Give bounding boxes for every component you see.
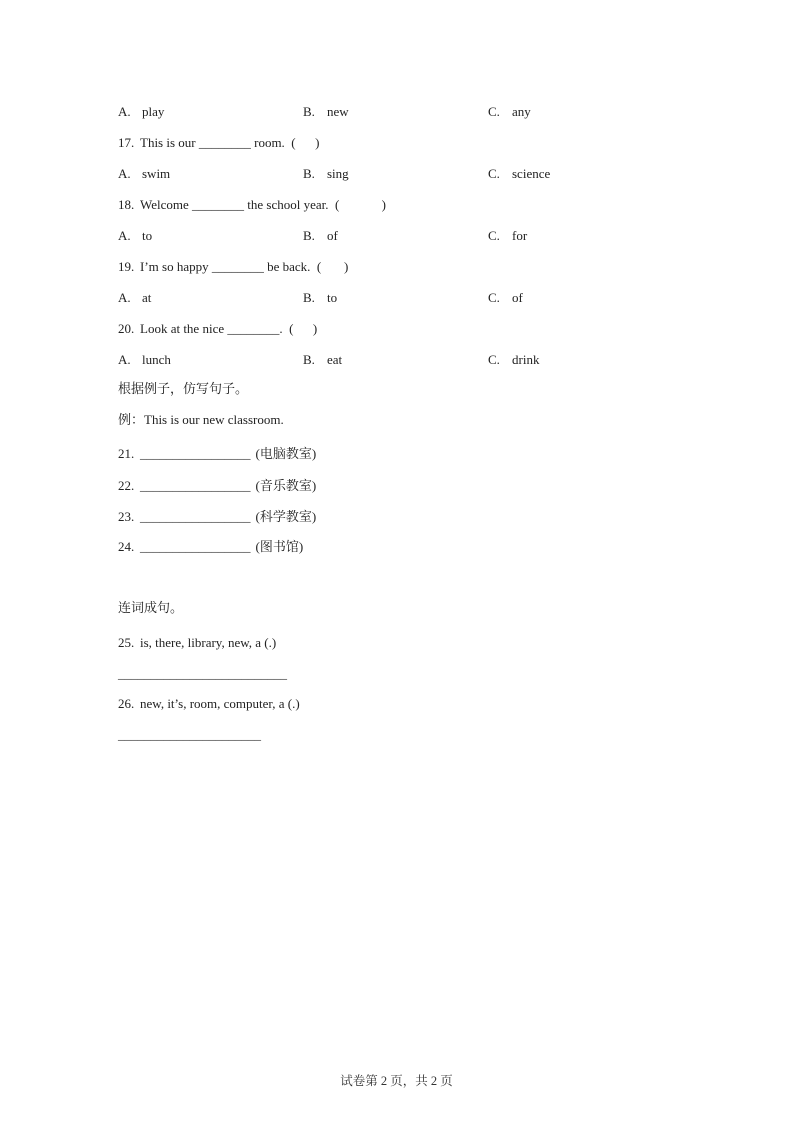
question-line-20 xyxy=(118,320,317,337)
question-number: 17. xyxy=(118,135,135,150)
answer-line-26 xyxy=(118,726,261,743)
option-label: C. xyxy=(488,352,500,367)
option-20-c xyxy=(488,351,539,368)
option-row-20 xyxy=(118,351,539,368)
option-text: to xyxy=(142,228,153,243)
option-19-a xyxy=(118,289,303,306)
page-footer xyxy=(0,1073,793,1090)
question-number: 19. xyxy=(118,259,135,274)
instruction-text: 连词成句。 xyxy=(118,600,184,615)
option-text: sing xyxy=(327,166,349,181)
fill-blank-line-21 xyxy=(118,445,316,462)
section-instruction-rewrite xyxy=(118,380,248,397)
option-label: B. xyxy=(303,104,315,119)
question-line-26 xyxy=(118,695,300,712)
option-label: B. xyxy=(303,352,315,367)
option-20-a xyxy=(118,351,303,368)
option-label: B. xyxy=(303,166,315,181)
option-label: C. xyxy=(488,166,500,181)
option-label: B. xyxy=(303,290,315,305)
chinese-hint: (科学教室) xyxy=(255,509,317,524)
question-text: new, it’s, room, computer, a (.) xyxy=(140,696,300,711)
option-text: of xyxy=(512,290,523,305)
instruction-text: 根据例子，仿写句子。 xyxy=(118,381,249,396)
option-text: swim xyxy=(142,166,171,181)
option-17-c xyxy=(488,165,550,182)
option-text: play xyxy=(142,104,165,119)
answer-blank: _________________ xyxy=(140,478,251,493)
question-text: Look at the nice ________. ( ) xyxy=(140,321,318,336)
option-row-19 xyxy=(118,289,523,306)
option-17-a xyxy=(118,165,303,182)
option-text: lunch xyxy=(142,352,171,367)
chinese-hint: (电脑教室) xyxy=(255,446,317,461)
option-text: science xyxy=(512,166,551,181)
answer-blank: _________________ xyxy=(140,509,251,524)
question-number: 25. xyxy=(118,635,135,650)
option-label: A. xyxy=(118,166,131,181)
option-row-16 xyxy=(118,103,531,120)
question-number: 20. xyxy=(118,321,135,336)
question-number: 21. xyxy=(118,446,135,461)
chinese-hint: (音乐教室) xyxy=(255,478,317,493)
option-16-a xyxy=(118,103,303,120)
option-17-b xyxy=(303,165,488,182)
option-text: any xyxy=(512,104,531,119)
question-line-18 xyxy=(118,196,386,213)
option-18-a xyxy=(118,227,303,244)
question-text: This is our ________ room. ( ) xyxy=(140,135,320,150)
question-number: 23. xyxy=(118,509,135,524)
option-16-b xyxy=(303,103,488,120)
option-text: of xyxy=(327,228,338,243)
option-label: B. xyxy=(303,228,315,243)
question-line-25 xyxy=(118,634,276,651)
question-line-19 xyxy=(118,258,348,275)
option-20-b xyxy=(303,351,488,368)
answer-line-rule: __________________________ xyxy=(118,666,287,681)
answer-line-rule: ______________________ xyxy=(118,727,261,742)
option-text: to xyxy=(327,290,338,305)
option-label: A. xyxy=(118,228,131,243)
section-instruction-unscramble xyxy=(118,599,183,616)
answer-blank: _________________ xyxy=(140,539,251,554)
question-text: Welcome ________ the school year. ( ) xyxy=(140,197,386,212)
answer-line-25 xyxy=(118,665,287,682)
example-text: 例：This is our new classroom. xyxy=(118,412,284,427)
example-line xyxy=(118,411,284,428)
question-line-17 xyxy=(118,134,319,151)
option-row-17 xyxy=(118,165,550,182)
option-text: drink xyxy=(512,352,540,367)
option-label: C. xyxy=(488,104,500,119)
question-number: 22. xyxy=(118,478,135,493)
question-number: 26. xyxy=(118,696,135,711)
option-text: for xyxy=(512,228,528,243)
answer-blank: _________________ xyxy=(140,446,251,461)
option-label: A. xyxy=(118,104,131,119)
option-18-c xyxy=(488,227,527,244)
question-text: is, there, library, new, a (.) xyxy=(140,635,277,650)
fill-blank-line-22 xyxy=(118,477,316,494)
option-text: new xyxy=(327,104,349,119)
option-label: C. xyxy=(488,290,500,305)
option-text: at xyxy=(142,290,152,305)
question-number: 24. xyxy=(118,539,135,554)
question-number: 18. xyxy=(118,197,135,212)
option-19-c xyxy=(488,289,523,306)
option-label: C. xyxy=(488,228,500,243)
option-row-18 xyxy=(118,227,527,244)
chinese-hint: (图书馆) xyxy=(255,539,304,554)
option-19-b xyxy=(303,289,488,306)
page-number-text: 试卷第 2 页，共 2 页 xyxy=(340,1074,453,1088)
question-text: I’m so happy ________ be back. ( ) xyxy=(140,259,349,274)
option-18-b xyxy=(303,227,488,244)
fill-blank-line-23 xyxy=(118,508,316,525)
option-text: eat xyxy=(327,352,343,367)
option-16-c xyxy=(488,103,531,120)
option-label: A. xyxy=(118,290,131,305)
fill-blank-line-24 xyxy=(118,538,303,555)
option-label: A. xyxy=(118,352,131,367)
